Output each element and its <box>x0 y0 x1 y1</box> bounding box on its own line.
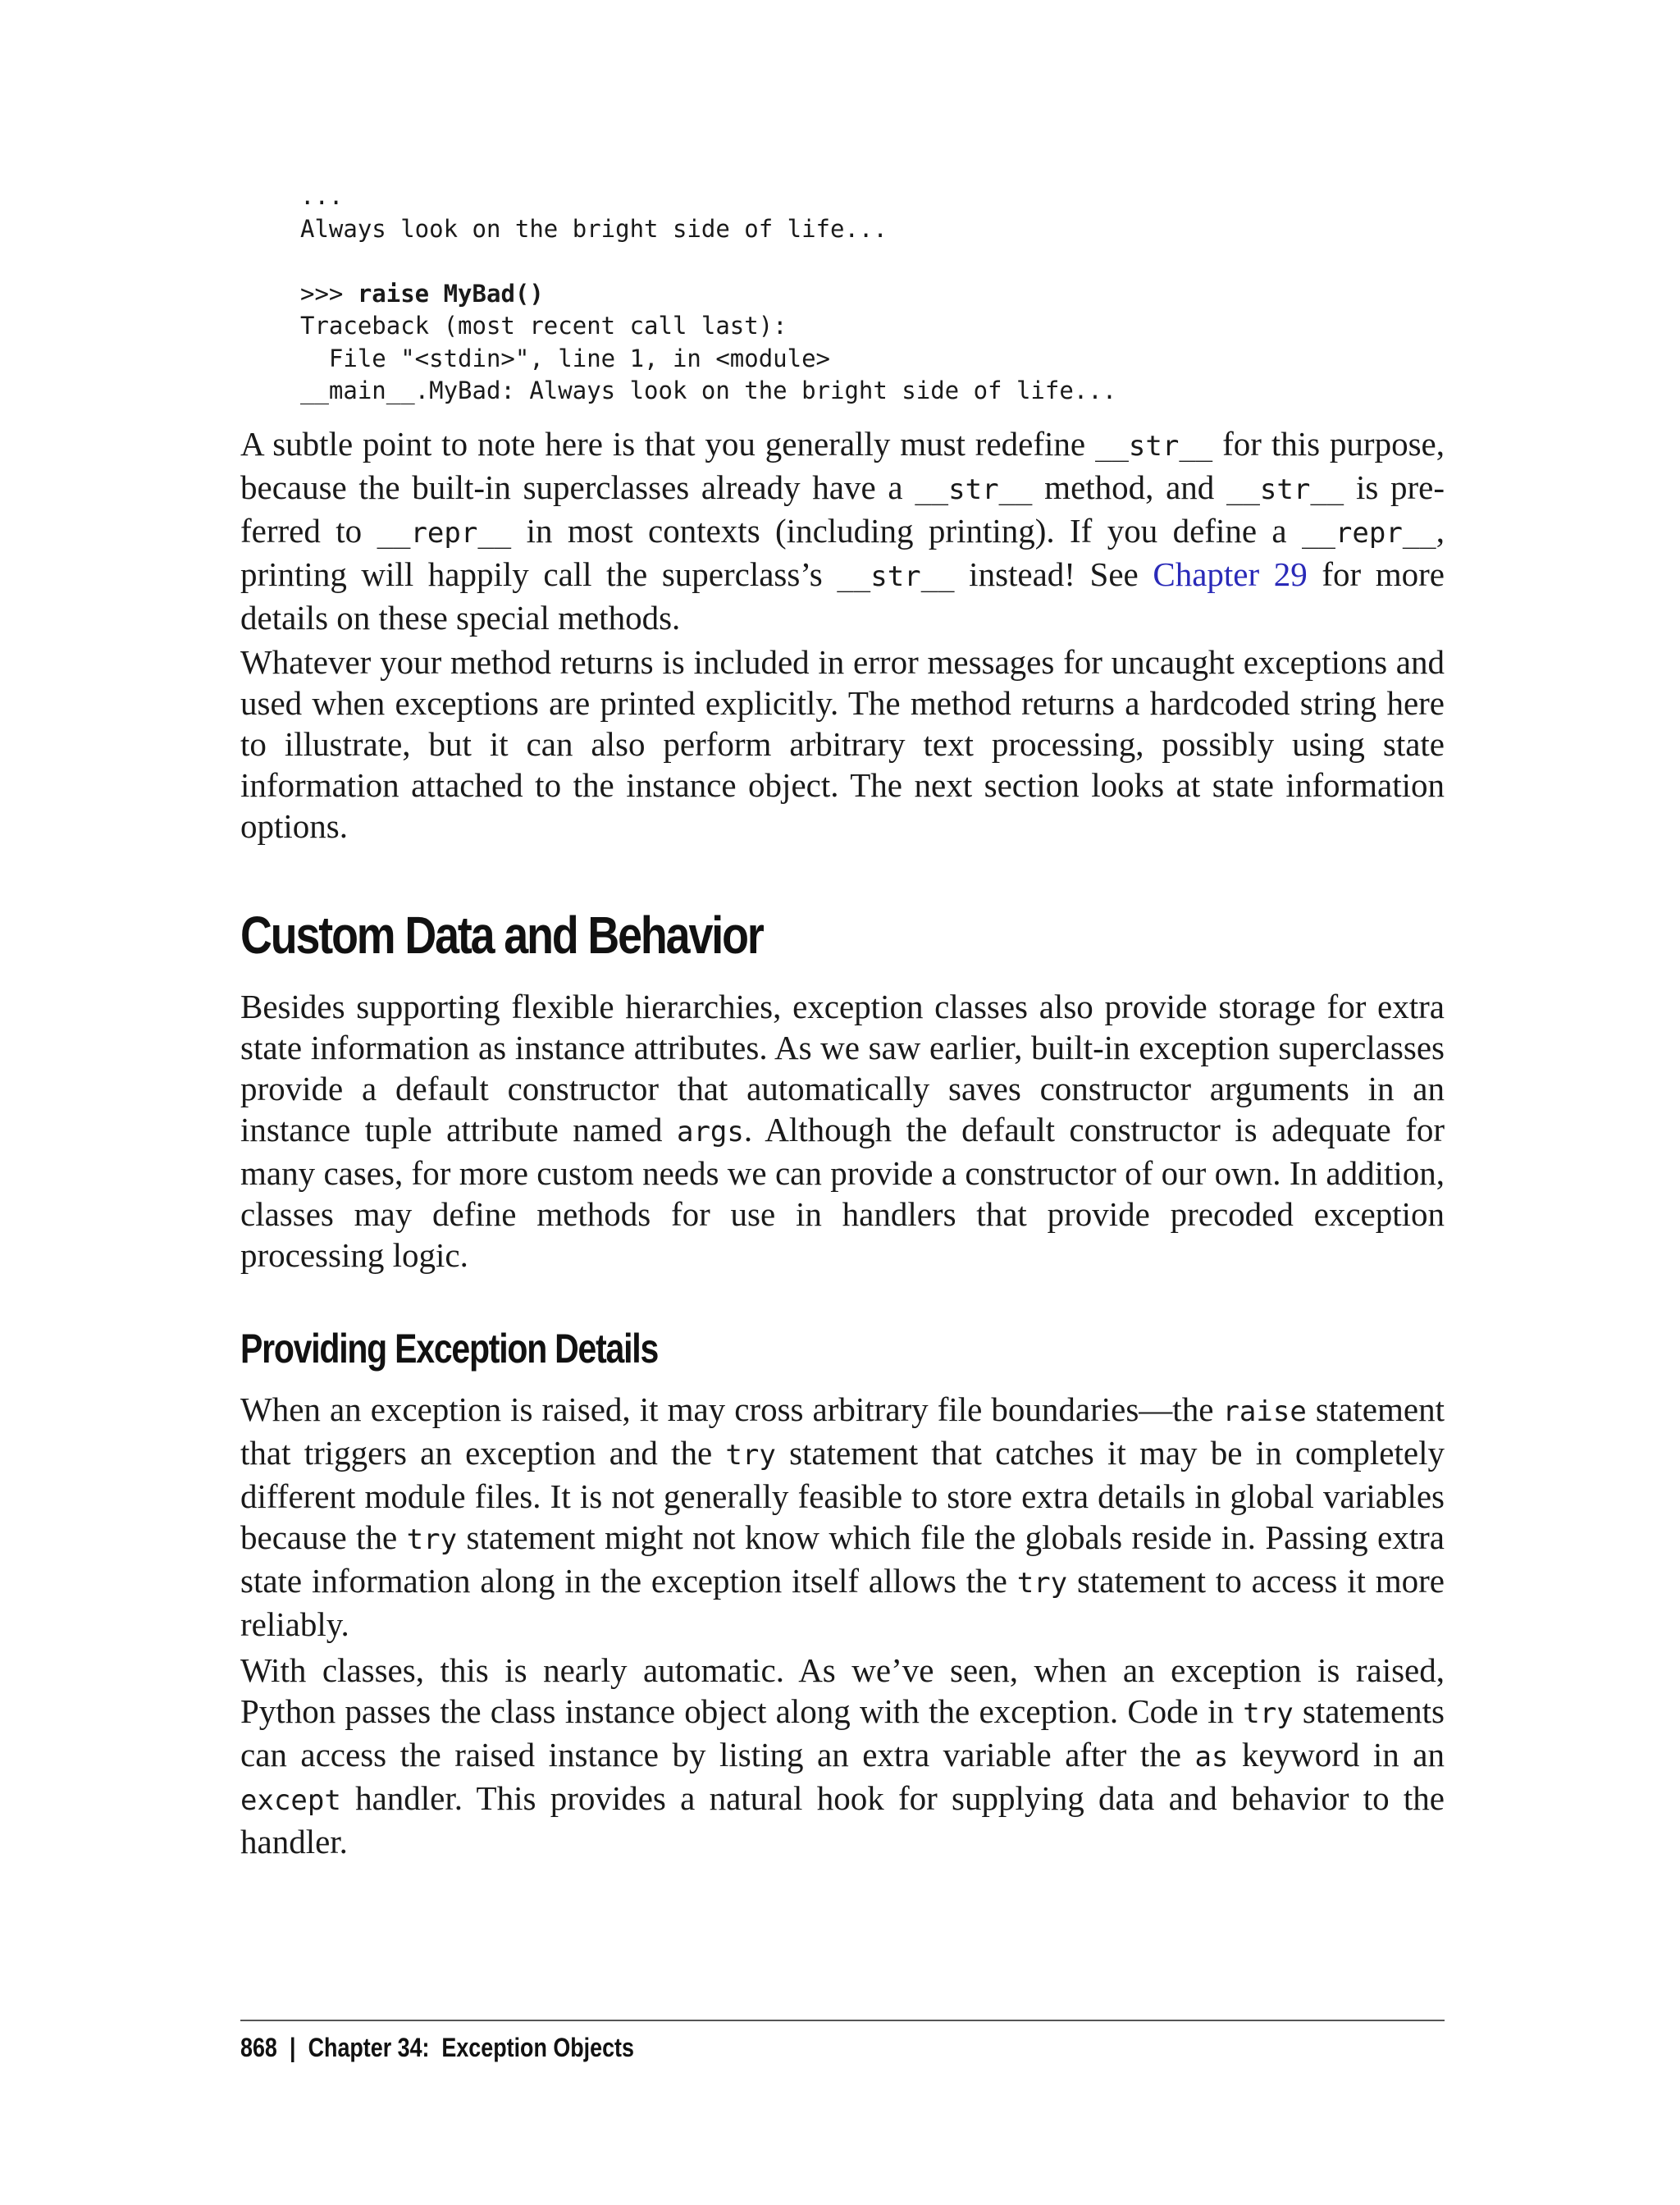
section-heading-custom-data: Custom Data and Behavior <box>240 906 763 965</box>
paragraph-with-classes <box>240 1650 1445 1862</box>
text: statement to access it more reliably. <box>240 1562 1445 1643</box>
inline-code: try <box>1243 1697 1294 1730</box>
chapter-29-link[interactable]: Chapter 29 <box>1153 555 1308 593</box>
footer-chapter-title: Chapter 34: Exception Objects <box>308 2033 634 2062</box>
text: in most contexts (including printing). If you define a <box>511 512 1302 550</box>
text: for this purpose, because the built-in superclasses already have a <box>240 425 1445 506</box>
text: When an exception is raised, it may cross arbitrary file boundaries—the <box>240 1390 1223 1428</box>
page-footer <box>240 2029 634 2066</box>
footer-divider <box>240 2020 1445 2021</box>
inline-code: __str__ <box>915 473 1033 506</box>
inline-code: __str__ <box>1094 430 1213 463</box>
code-line: __main__.MyBad: Always look on the bright side of life... <box>300 377 1117 404</box>
paragraph-exception-details <box>240 1389 1445 1645</box>
inline-code: __str__ <box>837 560 955 593</box>
text: instead! See <box>954 555 1153 593</box>
inline-code: args <box>676 1116 744 1148</box>
inline-code: raise <box>1222 1395 1307 1428</box>
inline-code: try <box>406 1523 458 1556</box>
code-line <box>300 245 1116 278</box>
inline-code: try <box>1016 1567 1068 1600</box>
inline-code: __repr__ <box>377 517 512 550</box>
text: . Although the default constructor is adequate for many cases, for more custom needs we can provide a constructor of our own. In addition, classes may define methods for use in handlers that provide precoded exception processing logic. <box>240 1111 1445 1274</box>
text: statements can access the raised instance by listing an extra variable after the <box>240 1692 1445 1774</box>
text: statement might not know which file the globals reside in. Passing extra state information along in the exception itself allows the <box>240 1518 1445 1600</box>
inline-code: __repr__ <box>1301 517 1436 550</box>
text: for more details on these special methods. <box>240 555 1445 637</box>
paragraph-str-redefine <box>240 423 1445 638</box>
inline-code: except <box>240 1784 341 1817</box>
inline-code: as <box>1194 1741 1229 1774</box>
text: , printing will happily call the superclass’s <box>240 512 1445 593</box>
code-line: File "<stdin>", line 1, in <module> <box>300 344 831 372</box>
paragraph-custom-data <box>240 986 1445 1276</box>
text: A subtle point to note here is that you generally must redefine <box>240 425 1095 463</box>
text: statement that triggers an exception and the <box>240 1390 1445 1472</box>
code-line: ... <box>300 182 344 210</box>
text: method, and <box>1032 468 1226 506</box>
text: handler. This provides a natural hook for supplying data and behavior to the handler. <box>240 1779 1445 1860</box>
text: is preferred to <box>240 468 1445 550</box>
code-line: Traceback (most recent call last): <box>300 312 788 340</box>
code-line: Always look on the bright side of life... <box>300 214 888 243</box>
text: Besides supporting flexible hierarchies, exception classes also provide storage for extra state information as instance attributes. As we saw earlier, built-in exception superclasses provide a default constructor that automatically saves constructor arguments in an instance tuple attribute named <box>240 988 1445 1148</box>
inline-code: try <box>725 1439 776 1472</box>
subsection-heading-exception-details: Providing Exception Details <box>240 1326 659 1372</box>
inline-code: __str__ <box>1226 473 1344 506</box>
code-command: raise MyBad() <box>357 279 544 308</box>
page-number: 868 <box>240 2033 277 2062</box>
code-line-command <box>300 278 1116 311</box>
text: With classes, this is nearly automatic. As we’ve seen, when an exception is raised, Python passes the class instance object along with the exception. Code in <box>240 1651 1445 1730</box>
code-listing <box>300 180 1116 408</box>
text: keyword in an <box>1228 1736 1445 1774</box>
text: statement that catches it may be in completely different module files. It is not generally feasible to store extra details in global variables because the <box>240 1434 1445 1556</box>
paragraph-method-returns: Whatever your method returns is included in error messages for uncaught exceptions and used when exceptions are printed explicitly. The method returns a hardcoded string here to illustrate, but it can also perform arbitrary text processing, possibly using state information attached to the instance object. The next section looks at state information options. <box>240 643 1445 845</box>
code-prompt: >>> <box>300 279 358 308</box>
footer-separator: | <box>289 2033 296 2062</box>
